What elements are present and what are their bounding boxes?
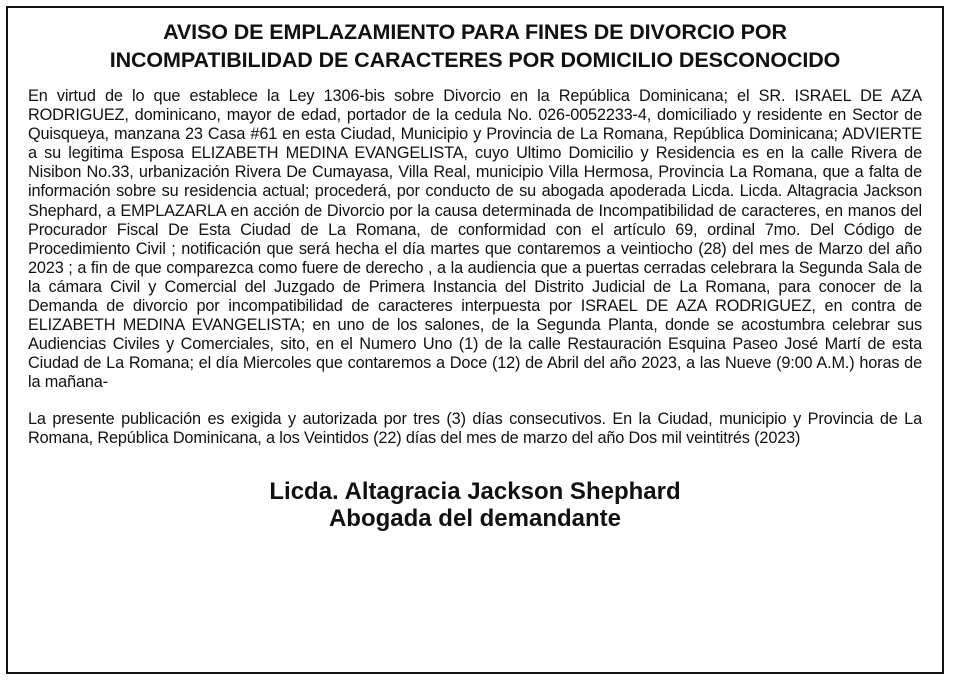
legal-notice: [6, 6, 944, 674]
notice-title: [28, 18, 922, 74]
notice-body-paragraph-2: La presente publicación es exigida y autorizada por tres (3) días consecutivos. En la Ciudad, municipio y Provincia de La Romana, República Dominicana, a los Veintidos (22) días del mes de marzo del año Dos mil veintitrés (2023): [28, 409, 922, 447]
notice-title-line-1: AVISO DE EMPLAZAMIENTO PARA FINES DE DIVORCIO POR: [163, 20, 787, 44]
signature-role: Abogada del demandante: [328, 504, 622, 532]
notice-body-paragraph-1: En virtud de lo que establece la Ley 1306-bis sobre Divorcio en la República Dominicana; el SR. ISRAEL DE AZA RODRIGUEZ, dominicano, mayor de edad, portador de la cedula No. 026-0052233-4, domiciliado y residente en Sector de Quisqueya, manzana 23 Casa #61 en esta Ciudad, Municipio y Provincia de La Romana, República Dominicana; ADVIERTE a su legitima Esposa ELIZABETH MEDINA EVANGELISTA, cuyo Ultimo Domicilio y Residencia es en la calle Rivera de Nisibon No.33, urbanización Rivera De Cumayasa, Villa Real, municipio Villa Hermosa, Provincia La Romana, que a falta de información sobre su residencia actual; procederá, por conducto de su abogada apoderada Licda. Licda. Altagracia Jackson Shephard, a EMPLAZARLA en acción de Divorcio por la causa determinada de Incompatibilidad de caracteres, en manos del Procurador Fiscal De Esta Ciudad de La Romana, de conformidad con el artículo 69, ordinal 7mo. Del Código de Procedimiento Civil ; notificación que será hecha el día martes que contaremos a veintiocho (28) del mes de Marzo del año 2023 ; a fin de que comparezca como fuere de derecho , a la audiencia que a puertas cerradas celebrara la Segunda Sala de la cámara Civil y Comercial del Juzgado de Primera Instancia del Distrito Judicial de La Romana, para conocer de la Demanda de divorcio por incompatibilidad de caracteres interpuesta por ISRAEL DE AZA RODRIGUEZ, en contra de ELIZABETH MEDINA EVANGELISTA; en uno de los salones, de la Segunda Planta, donde se acostumbra celebrar sus Audiencias Civiles y Comerciales, sito, en el Numero Uno (1) de la calle Restauración Esquina Paseo José Martí de esta Ciudad de La Romana; el día Miercoles que contaremos a Doce (12) de Abril del año 2023, a las Nueve (9:00 A.M.) horas de la mañana-: [28, 87, 922, 392]
notice-title-line-2: INCOMPATIBILIDAD DE CARACTERES POR DOMICILIO DESCONOCIDO: [109, 48, 841, 72]
signature-name: Licda. Altagracia Jackson Shephard: [269, 477, 681, 505]
signature-block: [28, 478, 922, 532]
